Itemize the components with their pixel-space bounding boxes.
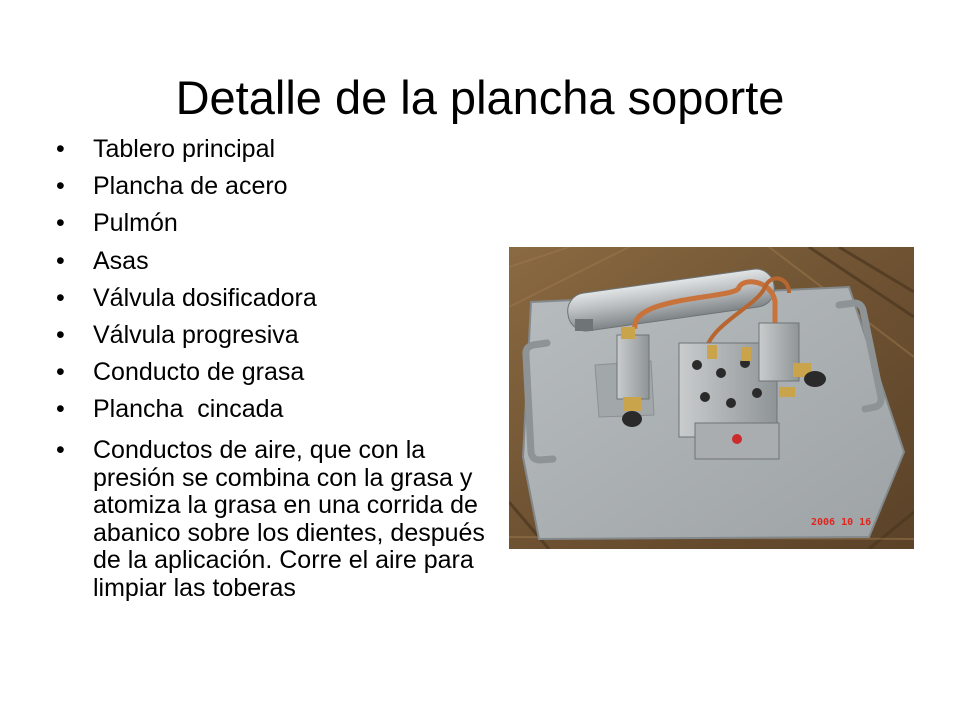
slide-title: Detalle de la plancha soporte xyxy=(175,71,785,124)
bullet-list xyxy=(56,134,486,609)
bullet-item-tablero xyxy=(56,134,486,165)
bullet-item-asas xyxy=(56,246,486,277)
bullet-text: Asas xyxy=(93,246,149,275)
bullet-item-plancha-acero xyxy=(56,171,486,202)
bullet-text: Pulmón xyxy=(93,209,178,238)
equipment-photo xyxy=(509,247,914,549)
bullet-text: Conductos de aire, que con la presión se combina con la grasa y atomiza la grasa en una corrida de abanico sobre los dientes, después de la aplicación. Corre el aire para limpiar las toberas xyxy=(93,436,485,602)
bullet-item-conducto-grasa xyxy=(56,357,486,388)
bullet-item-valvula-progresiva xyxy=(56,320,486,351)
bullet-icon: • xyxy=(56,320,65,349)
bullet-item-plancha-cincada xyxy=(56,394,486,425)
bullet-icon: • xyxy=(56,209,65,238)
bullet-text: Plancha de acero xyxy=(93,172,288,201)
bullet-icon: • xyxy=(56,283,65,312)
photo-date-stamp: 2006 10 16 xyxy=(811,517,872,528)
bullet-text: Válvula dosificadora xyxy=(93,283,317,312)
bullet-icon: • xyxy=(56,436,65,465)
bullet-item-valvula-dosificadora xyxy=(56,283,486,314)
bullet-text: Conducto de grasa xyxy=(93,358,305,387)
bullet-icon: • xyxy=(56,135,65,163)
bullet-icon: • xyxy=(56,246,65,275)
bullet-text: Válvula progresiva xyxy=(93,320,299,349)
bullet-item-conductos-aire xyxy=(56,437,486,602)
bullet-text: Plancha cincada xyxy=(93,395,284,424)
bullet-icon: • xyxy=(56,358,65,387)
bullet-item-pulmon xyxy=(56,208,486,239)
bullet-icon: • xyxy=(56,395,65,424)
bullet-icon: • xyxy=(56,172,65,201)
bullet-text: Tablero principal xyxy=(93,135,276,163)
